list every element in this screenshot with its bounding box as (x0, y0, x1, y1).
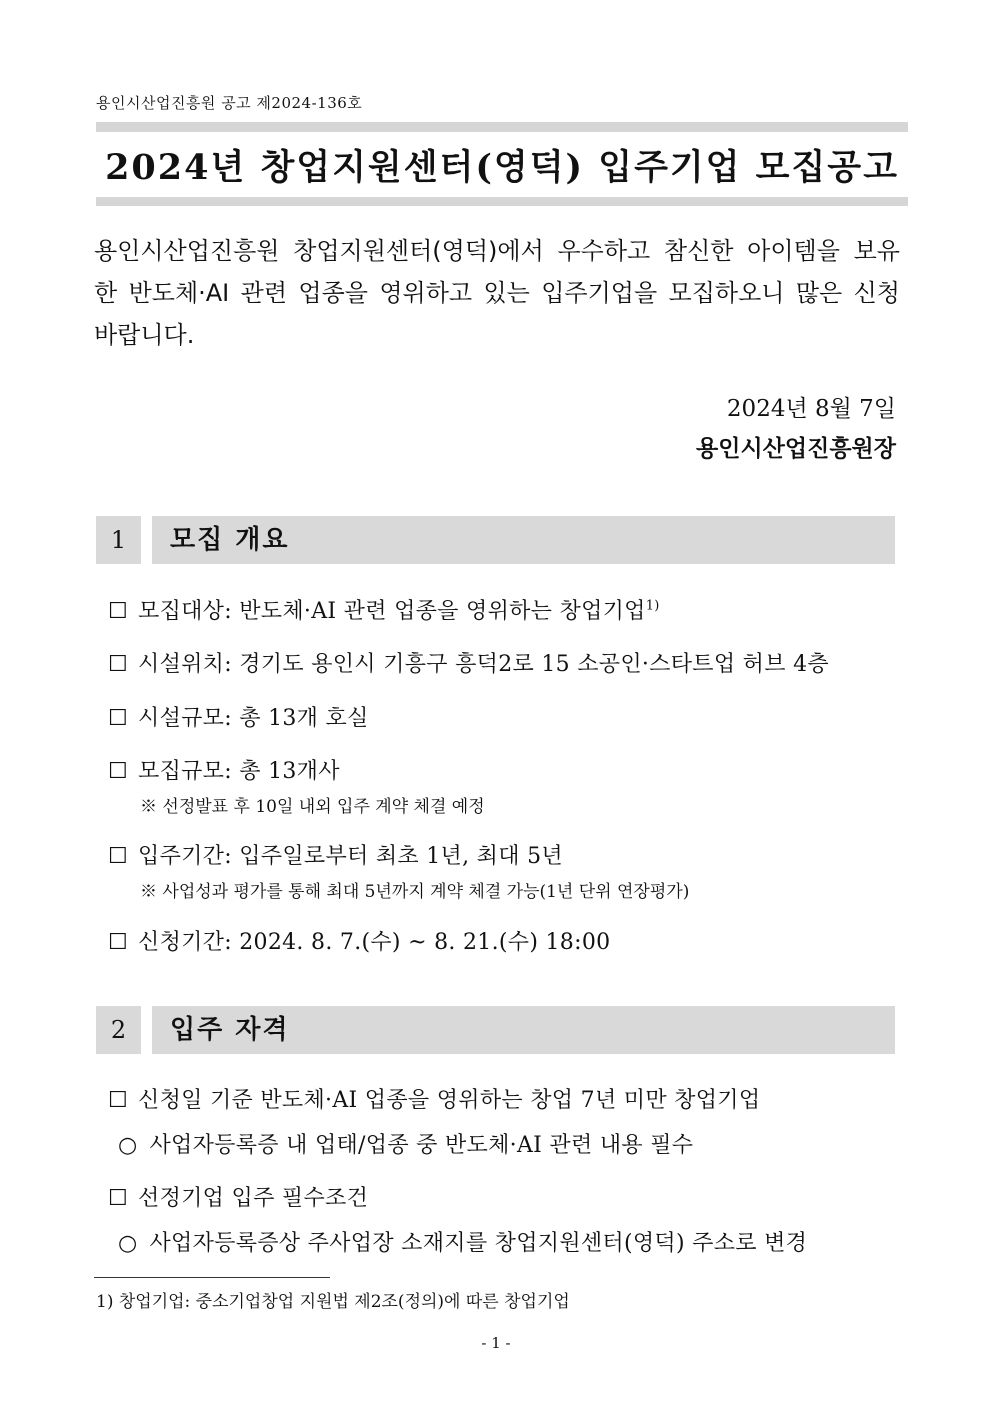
checkbox-bullet-icon: ☐ (108, 652, 129, 677)
item-text: 시설위치: 경기도 용인시 기흥구 흥덕2로 15 소공인·스타트업 허브 4층 (138, 652, 829, 677)
notice-number: 용인시산업진흥원 공고 제2024-136호 (96, 94, 363, 112)
page-number: - 1 - (481, 1334, 511, 1352)
checkbox-bullet-icon: ☐ (108, 1186, 129, 1211)
section-title-bar (152, 516, 895, 564)
item-text: 모집대상: 반도체·AI 관련 업종을 영위하는 창업기업 (138, 599, 646, 624)
list-item (108, 839, 563, 870)
section-number: 1 (96, 516, 141, 564)
item-note: ※ 사업성과 평가를 통해 최대 5년까지 계약 체결 가능(1년 단위 연장평가) (140, 882, 690, 902)
list-item (108, 594, 660, 625)
item-text: 선정기업 입주 필수조건 (138, 1186, 369, 1211)
list-item (108, 754, 340, 785)
circle-bullet-icon: ○ (118, 1231, 138, 1256)
sub-list-item (118, 1128, 693, 1159)
checkbox-bullet-icon: ☐ (108, 1088, 129, 1113)
item-text: 사업자등록증상 주사업장 소재지를 창업지원센터(영덕) 주소로 변경 (149, 1231, 808, 1256)
list-item (108, 925, 610, 956)
section-header-2 (96, 1006, 895, 1054)
item-note: ※ 선정발표 후 10일 내외 입주 계약 체결 예정 (140, 797, 485, 817)
section-title: 입주 자격 (170, 1015, 290, 1045)
item-text: 시설규모: 총 13개 호실 (138, 706, 369, 731)
title-rule-bottom (96, 197, 908, 206)
list-item (108, 701, 369, 732)
list-item (108, 1083, 760, 1114)
section-header-1 (96, 516, 895, 564)
checkbox-bullet-icon: ☐ (108, 599, 129, 624)
item-text: 신청일 기준 반도체·AI 업종을 영위하는 창업 7년 미만 창업기업 (138, 1088, 761, 1113)
item-text: 입주기간: 입주일로부터 최초 1년, 최대 5년 (138, 844, 563, 869)
circle-bullet-icon: ○ (118, 1133, 138, 1158)
issuer-signature: 용인시산업진흥원장 (696, 436, 896, 462)
section-number: 2 (96, 1006, 141, 1054)
announcement-date: 2024년 8월 7일 (726, 396, 896, 422)
list-item (108, 1181, 368, 1212)
page-title: 2024년 창업지원센터(영덕) 입주기업 모집공고 (105, 147, 899, 188)
checkbox-bullet-icon: ☐ (108, 930, 129, 955)
footnote-divider (94, 1277, 330, 1278)
item-text: 사업자등록증 내 업태/업종 중 반도체·AI 관련 내용 필수 (149, 1133, 694, 1158)
intro-paragraph: 용인시산업진흥원 창업지원센터(영덕)에서 우수하고 참신한 아이템을 보유한 반도체·AI 관련 업종을 영위하고 있는 입주기업을 모집하오니 많은 신청 바랍니다. (94, 237, 900, 349)
checkbox-bullet-icon: ☐ (108, 706, 129, 731)
footnote: 1) 창업기업: 중소기업창업 지원법 제2조(정의)에 따른 창업기업 (96, 1292, 570, 1312)
checkbox-bullet-icon: ☐ (108, 759, 129, 784)
list-item (108, 647, 829, 678)
footnote-ref: 1) (645, 598, 660, 614)
sub-list-item (118, 1226, 807, 1257)
section-title-bar (152, 1006, 895, 1054)
section-title: 모집 개요 (170, 525, 290, 555)
item-text: 모집규모: 총 13개사 (138, 759, 340, 784)
checkbox-bullet-icon: ☐ (108, 844, 129, 869)
item-text: 신청기간: 2024. 8. 7.(수) ~ 8. 21.(수) 18:00 (138, 930, 611, 955)
title-block (96, 122, 908, 206)
title-rule-top (96, 122, 908, 132)
